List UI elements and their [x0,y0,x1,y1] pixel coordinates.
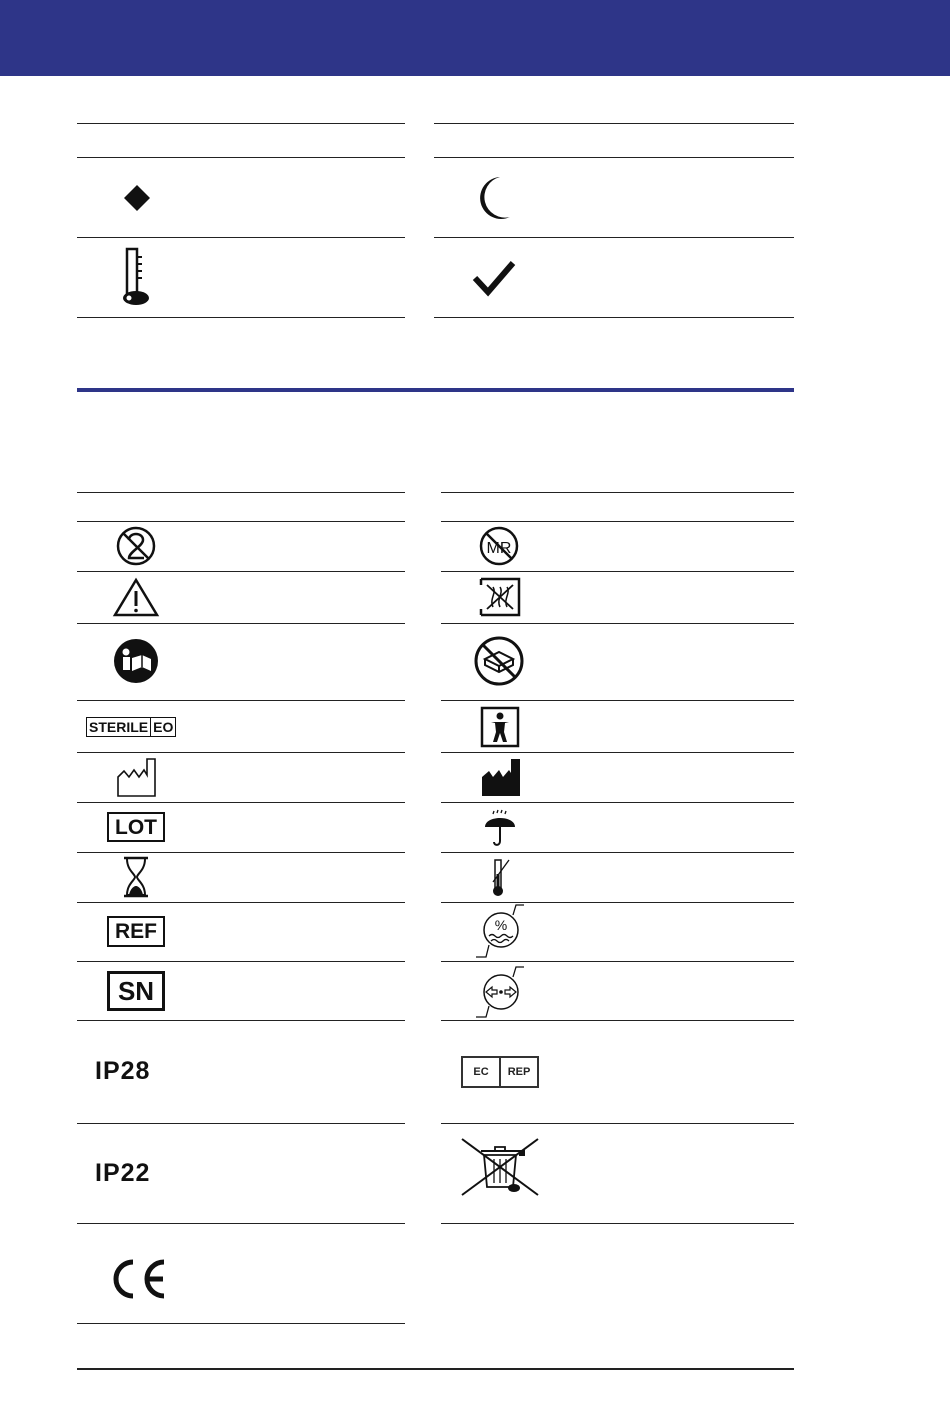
table1-head-rule-right [434,157,794,158]
table2-rule-right [441,623,794,624]
humidity-limit-icon [472,902,528,960]
mr-label: MR [486,540,512,557]
table2-rule-right [441,700,794,701]
table2-head-rule-right [441,521,794,522]
ip28-icon: IP28 [95,1057,151,1085]
hourglass-icon [118,855,154,899]
table2-rule-left [77,802,405,803]
weee-icon [458,1136,542,1198]
table2-rule-left [77,902,405,903]
table1-top-rule-left [77,123,405,124]
footer-rule [77,1368,794,1370]
table1-bottom-rule-left [77,317,405,318]
percent-label: % [494,917,508,933]
table2-bottom-rule-left [77,1323,405,1324]
table1-bottom-rule-right [434,317,794,318]
table2-rule-left [77,623,405,624]
keep-away-from-rain-icon [480,806,520,848]
table2-rule-left [77,961,405,962]
page-header-bar [0,0,950,76]
read-manual-icon [112,638,160,684]
table1-top-rule-right [434,123,794,124]
serial-number-icon: SN [107,971,165,1011]
lot-icon: LOT [107,812,165,842]
section-divider [77,388,794,392]
table1-row-rule-left [77,237,405,238]
table2-top-rule-right [441,492,794,493]
table1-row-rule-right [434,237,794,238]
sterile-label: STERILE [86,717,151,737]
table2-rule-right [441,1123,794,1124]
type-bf-applied-part-icon [478,705,522,749]
caution-icon [112,576,160,618]
diamond-icon [117,178,157,218]
table2-rule-left [77,1123,405,1124]
ip22-icon: IP22 [95,1159,151,1187]
table2-rule-right [441,1020,794,1021]
manufacturer-icon [478,756,524,798]
rep-label: REP [499,1058,537,1086]
do-not-reuse-icon [114,525,158,567]
table2-head-rule-left [77,521,405,522]
table2-rule-left [77,1223,405,1224]
checkmark-icon [470,256,518,300]
table2-rule-left [77,1020,405,1021]
table2-rule-right [441,571,794,572]
ec-label: EC [473,1066,489,1078]
table1-head-rule-left [77,157,405,158]
thermometer-icon [116,246,156,308]
crescent-moon-icon [472,174,516,222]
keep-dry-icon [478,576,522,618]
eo-label: EO [151,717,176,737]
table2-rule-left [77,852,405,853]
table2-rule-right [441,752,794,753]
do-not-use-if-damaged-icon [472,634,526,688]
table2-rule-right [441,802,794,803]
ec-rep-icon [461,1056,539,1088]
table2-rule-left [77,571,405,572]
temperature-limit-icon [480,855,516,899]
table2-rule-left [77,752,405,753]
date-of-manufacture-icon [114,756,160,798]
ref-icon: REF [107,916,165,947]
mr-unsafe-icon [476,525,522,567]
ce-mark-icon [108,1256,172,1302]
sterile-eo-icon [86,717,176,737]
table2-top-rule-left [77,492,405,493]
table2-rule-left [77,700,405,701]
table2-rule-right [441,852,794,853]
pressure-limit-icon [472,962,528,1020]
table2-bottom-rule-right [441,1223,794,1224]
